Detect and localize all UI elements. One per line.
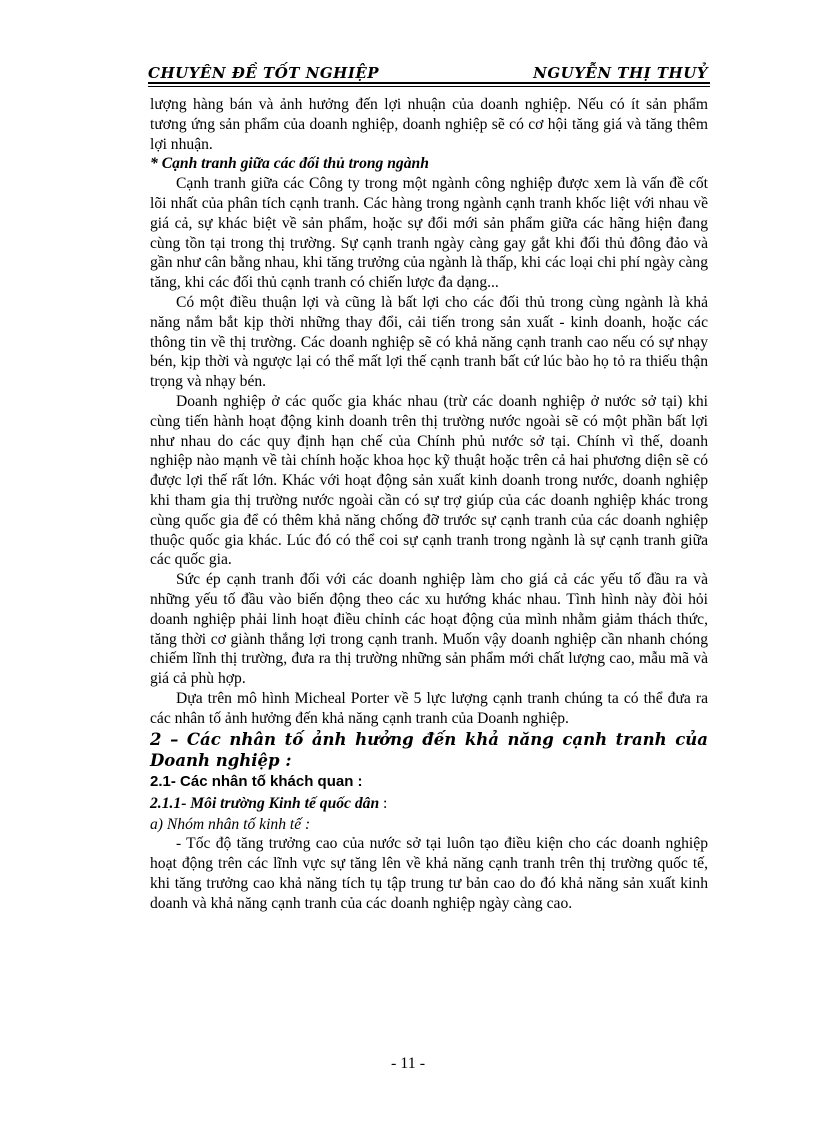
paragraph: Cạnh tranh giữa các Công ty trong một ngành công nghiệp được xem là vấn đề cốt lõi nhất của phân tích cạnh tranh. Các hàng trong ngành cạnh tranh khốc liệt với nhau về giá cả, sự khác biệt về sản phẩm, hoặc sự đổi mới sản phẩm giữa các hãng hiện đang cùng tồn tại trong thị trường. Sự cạnh tranh ngày càng gay gắt khi đối thủ đông đảo và gần như cân bằng nhau, khi tăng trưởng của ngành là thấp, khi các loại chi phí ngày càng tăng, khi các đối thủ cạnh tranh có chiến lược đa dạng... <box>150 175 708 292</box>
document-body <box>150 95 708 913</box>
header-rule <box>148 82 710 84</box>
header-rule-thin <box>148 86 710 87</box>
item-heading: a) Nhóm nhân tố kinh tế : <box>150 815 311 833</box>
subsubsection-heading <box>150 793 708 815</box>
page-number: - 11 - <box>390 1055 426 1072</box>
paragraph: Doanh nghiệp ở các quốc gia khác nhau (trừ các doanh nghiệp ở nước sở tại) khi cùng tiến hành hoạt động kinh doanh trên thị trường nước ngoài sẽ có một phần bất lợi như nhau do các quy định hạn chế của Chính phủ nước sở tại. Chính vì thế, doanh nghiệp nào mạnh về tài chính hoặc khoa học kỹ thuật hoặc trên cả hai phương diện sẽ có được lợi thế rất lớn. Khác với hoạt động sản xuất kinh doanh trong nước, doanh nghiệp khi tham gia thị trường nước ngoài cần có sự trợ giúp của các doanh nghiệp khác trong cùng quốc gia để có thêm khả năng chống đỡ trước sự cạnh tranh của các doanh nghiệp thuộc quốc gia khác. Lúc đó có thể coi sự cạnh tranh trong ngành là sự cạnh tranh giữa các quốc gia. <box>150 392 708 569</box>
paragraph: Dựa trên mô hình Micheal Porter về 5 lực lượng cạnh tranh chúng ta có thể đưa ra các nhân tố ảnh hưởng đến khả năng cạnh tranh của Doanh nghiệp. <box>150 689 708 727</box>
header-left-title: CHUYÊN ĐỀ TỐT NGHIỆP <box>148 64 380 82</box>
header-right-author: NGUYỄN THỊ THUỶ <box>533 64 708 82</box>
paragraph: Có một điều thuận lợi và cũng là bất lợi cho các đối thủ trong cùng ngành là khả năng nắm bắt kịp thời những thay đổi, cải tiến trong sản xuất - kinh doanh, hoặc các thông tin về thị trường. Các doanh nghiệp sẽ có khả năng cạnh tranh cao nếu có sự nhạy bén, kịp thời và ngược lại có thể mất lợi thế cạnh tranh bất cứ lúc bào họ tỏ ra thiếu thận trọng và nhạy bén. <box>150 293 708 391</box>
paragraph: lượng hàng bán và ảnh hưởng đến lợi nhuận của doanh nghiệp. Nếu có ít sản phẩm tương ứng sản phẩm của doanh nghiệp, doanh nghiệp sẽ có cơ hội tăng giá và tăng thêm lợi nhuận. <box>150 96 708 153</box>
paragraph: - Tốc độ tăng trưởng cao của nước sở tại luôn tạo điều kiện cho các doanh nghiệp hoạt động trên các lĩnh vực sự tăng lên về khả năng cạnh tranh trên thị trường quốc tế, khi tăng trưởng cao khả năng tích tụ tập trung tư bản cao do đó khả năng sản xuất kinh doanh và khả năng cạnh tranh của các doanh nghiệp ngày càng cao. <box>150 835 708 912</box>
section-heading: * Cạnh tranh giữa các đối thủ trong ngành <box>150 155 429 173</box>
subsection-heading: 2.1- Các nhân tố khách quan : <box>150 772 363 790</box>
chapter-heading: 2 – Các nhân tố ảnh hưởng đến khả năng cạnh tranh của Doanh nghiệp : <box>150 729 708 770</box>
subsubsection-colon: : <box>379 794 388 812</box>
paragraph: Sức ép cạnh tranh đối với các doanh nghiệp làm cho giá cả các yếu tố đầu ra và những yếu tố đầu vào biến động theo các xu hướng khác nhau. Tình hình này đòi hỏi doanh nghiệp phải linh hoạt điều chỉnh các hoạt động của mình nhằm giảm thách thức, tăng thời cơ giành thắng lợi trong cạnh tranh. Muốn vậy doanh nghiệp cần nhanh chóng chiếm lĩnh thị trường, đưa ra thị trường những sản phẩm mới chất lượng cao, mẫu mã và giá cả phù hợp. <box>150 571 708 688</box>
page-header <box>148 52 708 82</box>
subsubsection-title: 2.1.1- Môi trường Kinh tế quốc dân <box>150 794 380 812</box>
